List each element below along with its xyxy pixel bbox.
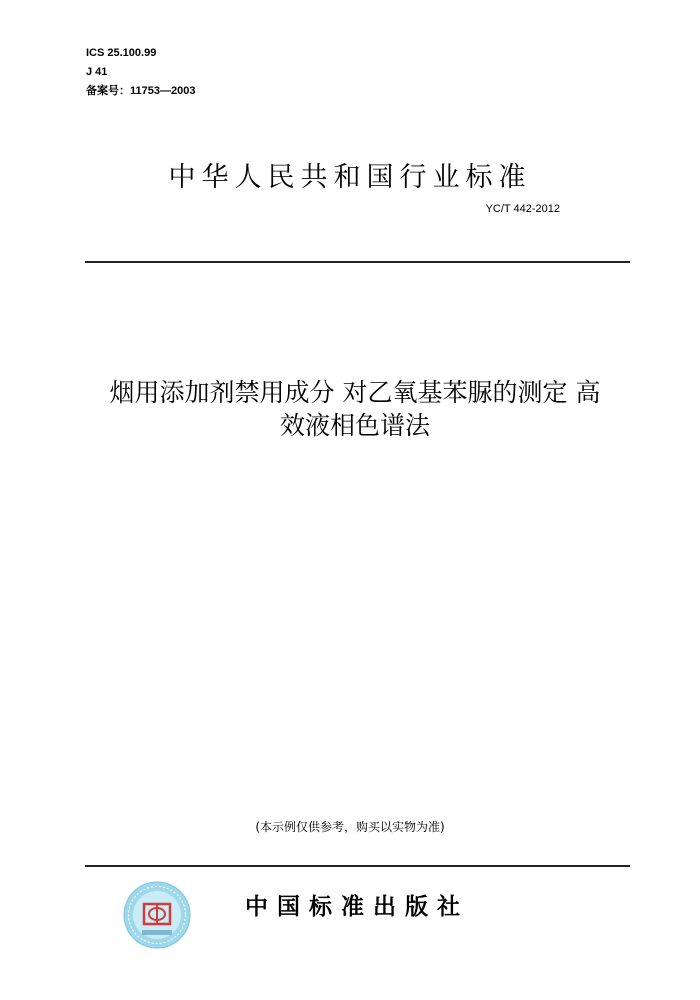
header-divider [85,261,630,263]
document-metadata [86,44,195,101]
document-title [55,376,655,442]
publisher-name: 中国标准出版社 [245,894,469,920]
standard-code: YC/T 442-2012 [485,203,560,215]
record-number: 备案号：11753—2003 [86,85,196,97]
publisher-seal-icon [122,880,192,950]
ics-code: ICS 25.100.99 [86,47,157,59]
title-line-2: 效液相色谱法 [279,411,430,440]
footer-divider [85,865,630,867]
classification-code: J 41 [86,66,108,78]
sample-note: (本示例仅供参考，购买以实物为准) [255,820,445,834]
title-line-1: 烟用添加剂禁用成分 对乙氧基苯脲的测定 高 [109,378,601,407]
standard-type-heading: 中华人民共和国行业标准 [168,162,532,193]
